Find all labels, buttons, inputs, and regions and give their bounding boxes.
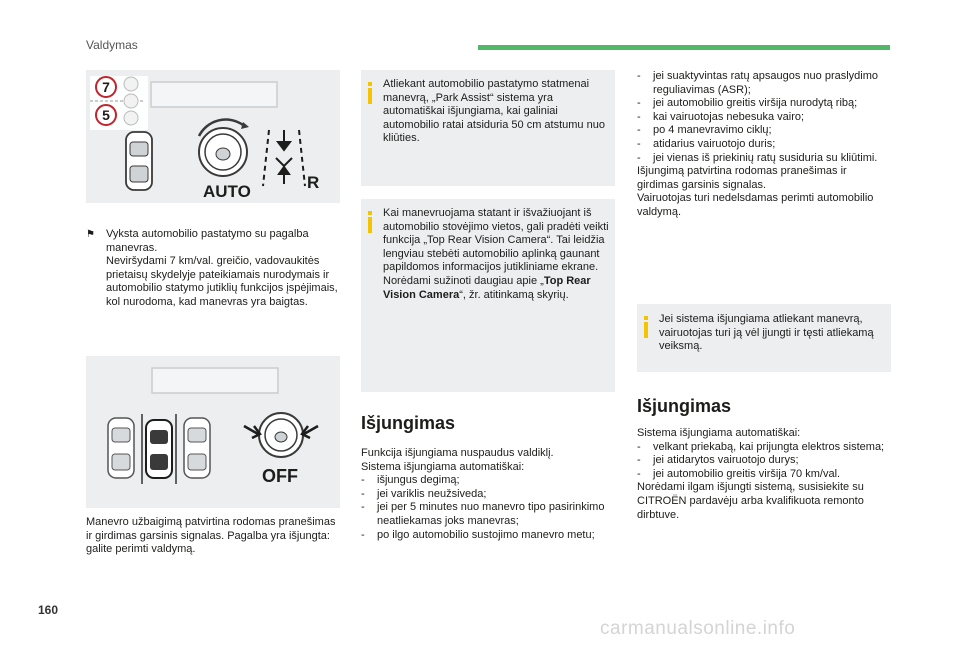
parking-maneuver-icon [263,130,305,186]
list-item: - jei vienas iš priekinių ratų susiduria su kliūtimi. [637,152,891,166]
parked-car-left-icon [108,418,134,478]
list-item: - jei per 5 minutes nuo manevro tipo pasirinkimo neatliekamas joks manevras; [361,501,615,528]
col3-intro: Sistema išjungiama automatiškai: [637,427,801,439]
col1-para1-line1: Vyksta automobilio pastatymo su pagalba [106,228,309,240]
col2-list [361,474,615,542]
col3-para3: Norėdami ilgam išjungti sistemą, susisiekite su CITROËN pardavėju arba kvalifikuota remonto dirbtuve. [637,481,864,521]
note1-text: Atliekant automobilio pastatymo statmenai manevrą, „Park Assist“ sistema yra automatiškai išjungiama, kai galiniai automobilio ratai atsiduria 50 cm atstumu nuo kliūties. [383,78,605,145]
list-item: - kai vairuotojas nebesuka vairo; [637,111,891,125]
col3-list [637,70,891,165]
button-5-icon [124,111,138,125]
parked-car-own-icon [142,414,176,484]
section-title: Valdymas [86,38,138,52]
col3-list2 [637,441,891,482]
note2-bold: Top Rear Vision Camera [383,274,591,301]
note3-text: Jei sistema išjungiama atliekant manevrą, vairuotojas turi ją vėl įjungti ir tęsti atliekamą veiksmą. [659,313,874,353]
list-item: - atidarius vairuotojo duris; [637,138,891,152]
note-bar-icon [368,211,372,233]
car-top-view-icon [126,132,152,190]
col2-body [361,447,615,542]
list-item: - jei automobilio greitis viršija 70 km/val. [637,468,891,482]
note-box-camera [361,199,615,392]
note-box-reactivate [637,304,891,372]
note-bar-icon [368,82,372,104]
note2-text-a: Kai manevruojama statant ir išvažiuojant iš automobilio stovėjimo vietos, gali pradėti veikti funkcija „Top Rear Vision Camera“. Tai leidžia lengviau stebėti automobilio aplinką gaunant papildomos informacijos jutikliniame ekrane. [383,207,609,274]
button-mid-icon [124,94,138,108]
note2-text-b [383,275,609,302]
col1-para1-rest: Neviršydami 7 km/val. greičio, vadovaukitės prietaisų skydelyje pateikiamais nurodymais ir automobilio statymo jutiklių funkcijos įspėjimais, kol nurodoma, kad manevras yra baigtas. [106,255,338,308]
col1-para2: Manevro užbaigimą patvirtina rodomas pranešimas ir girdimas garsinis signalas. Pagalba yra išjungta: galite perimti valdymą. [86,516,336,556]
list-item: - po ilgo automobilio sustojimo manevro metu; [361,529,615,543]
number-7-label: 7 [102,79,110,95]
col2-intro1: Funkcija išjungiama nuspaudus valdiklį. [361,447,554,459]
note2-pre: Norėdami sužinoti daugiau apie „ [383,274,544,287]
steering-wheel-off-icon [244,413,318,457]
col2-intro2: Sistema išjungiama automatiškai: [361,460,525,473]
note2-post: “, žr. atitinkamą skyrių. [459,288,569,301]
auto-label: AUTO [203,182,251,201]
r-label: R [307,173,320,192]
list-item: - jei suaktyvintas ratų apsaugos nuo praslydimo reguliavimas (ASR); [637,70,891,97]
screen-outline [151,82,277,107]
off-label: OFF [262,466,298,486]
col3-para2: Vairuotojas turi nedelsdamas perimti automobilio valdymą. [637,192,874,218]
list-item: - išjungus degimą; [361,474,615,488]
park-assist-figure-auto [86,70,340,203]
list-item: - velkant priekabą, kai prijungta elektros sistema; [637,441,891,455]
list-item: - jei atidarytos vairuotojo durys; [637,454,891,468]
steering-wheel-icon [199,120,249,176]
note-bar-icon [644,316,648,338]
col1-para1 [86,228,344,310]
list-item: - po 4 manevravimo ciklų; [637,124,891,138]
col1-para1-line2: manevras. [106,241,158,254]
col3-para1: Išjungimą patvirtina rodomas pranešimas ir girdimas garsinis signalas. [637,165,847,191]
list-item: - jei variklis neužsiveda; [361,488,615,502]
col3-body [637,70,891,220]
heading-col2: Išjungimas [361,413,456,433]
heading-col3: Išjungimas [637,396,732,416]
flag-icon: ⚑ [86,229,95,240]
parked-car-right-icon [184,418,210,478]
park-assist-off-illustration [86,356,340,508]
note-box-park-assist [361,70,615,186]
park-assist-figure-off [86,356,340,508]
watermark[interactable]: carmanualsonline.info [600,618,796,639]
list-item: - jei automobilio greitis viršija nurodytą ribą; [637,97,891,111]
screen-outline [152,368,278,393]
header-rule [478,45,890,50]
number-5-label: 5 [102,107,110,123]
park-assist-auto-illustration [86,70,340,203]
button-7-icon [124,77,138,91]
page-number: 160 [38,603,59,617]
col3-body2 [637,427,891,522]
